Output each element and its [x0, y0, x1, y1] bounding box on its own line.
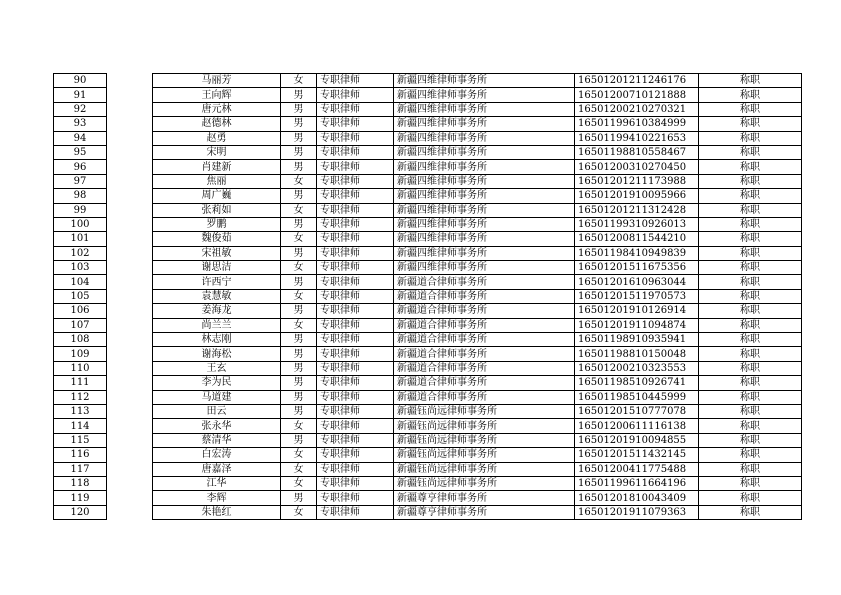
firm-cell: 新疆四维律师事务所 — [394, 174, 575, 188]
table-row — [54, 289, 802, 303]
table-row — [54, 419, 802, 433]
gender-cell: 男 — [281, 390, 317, 404]
name-cell: 尚兰兰 — [153, 318, 281, 332]
name-cell: 林志刚 — [153, 333, 281, 347]
row-number-cell: 95 — [54, 145, 107, 159]
spacer-cell — [107, 117, 153, 131]
license-number-cell: 16501201211173988 — [575, 174, 699, 188]
spacer-cell — [107, 333, 153, 347]
role-cell: 专职律师 — [317, 491, 394, 505]
firm-cell: 新疆钰尚远律师事务所 — [394, 448, 575, 462]
spacer-cell — [107, 304, 153, 318]
row-number-cell: 114 — [54, 419, 107, 433]
firm-cell: 新疆尊亨律师事务所 — [394, 505, 575, 519]
table-row — [54, 74, 802, 88]
role-cell: 专职律师 — [317, 246, 394, 260]
gender-cell: 男 — [281, 131, 317, 145]
spacer-cell — [107, 217, 153, 231]
role-cell: 专职律师 — [317, 217, 394, 231]
spacer-cell — [107, 289, 153, 303]
firm-cell: 新疆四维律师事务所 — [394, 88, 575, 102]
table-row — [54, 304, 802, 318]
row-number-cell: 99 — [54, 203, 107, 217]
table-body — [54, 74, 802, 520]
row-number-cell: 118 — [54, 476, 107, 490]
firm-cell: 新疆道合律师事务所 — [394, 376, 575, 390]
rating-cell: 称职 — [699, 419, 802, 433]
name-cell: 宋明 — [153, 145, 281, 159]
spacer-cell — [107, 476, 153, 490]
table-row — [54, 145, 802, 159]
rating-cell: 称职 — [699, 275, 802, 289]
name-cell: 白宏涛 — [153, 448, 281, 462]
gender-cell: 男 — [281, 361, 317, 375]
rating-cell: 称职 — [699, 304, 802, 318]
rating-cell: 称职 — [699, 318, 802, 332]
license-number-cell: 16501200210323553 — [575, 361, 699, 375]
row-number-cell: 111 — [54, 376, 107, 390]
rating-cell: 称职 — [699, 289, 802, 303]
role-cell: 专职律师 — [317, 131, 394, 145]
name-cell: 唐嘉泽 — [153, 462, 281, 476]
license-number-cell: 16501201211312428 — [575, 203, 699, 217]
role-cell: 专职律师 — [317, 232, 394, 246]
name-cell: 赵勇 — [153, 131, 281, 145]
gender-cell: 女 — [281, 318, 317, 332]
spacer-cell — [107, 462, 153, 476]
row-number-cell: 92 — [54, 102, 107, 116]
table-row — [54, 189, 802, 203]
table-row — [54, 261, 802, 275]
lawyer-assessment-table — [53, 73, 802, 520]
gender-cell: 女 — [281, 203, 317, 217]
spacer-cell — [107, 433, 153, 447]
name-cell: 李辉 — [153, 491, 281, 505]
name-cell: 魏俊茹 — [153, 232, 281, 246]
role-cell: 专职律师 — [317, 88, 394, 102]
rating-cell: 称职 — [699, 117, 802, 131]
license-number-cell: 16501201610963044 — [575, 275, 699, 289]
spacer-cell — [107, 203, 153, 217]
license-number-cell: 16501198810558467 — [575, 145, 699, 159]
license-number-cell: 16501201810043409 — [575, 491, 699, 505]
role-cell: 专职律师 — [317, 390, 394, 404]
row-number-cell: 119 — [54, 491, 107, 505]
license-number-cell: 16501200611116138 — [575, 419, 699, 433]
row-number-cell: 90 — [54, 74, 107, 88]
spacer-cell — [107, 232, 153, 246]
name-cell: 焦丽 — [153, 174, 281, 188]
firm-cell: 新疆道合律师事务所 — [394, 304, 575, 318]
row-number-cell: 120 — [54, 505, 107, 519]
role-cell: 专职律师 — [317, 145, 394, 159]
role-cell: 专职律师 — [317, 174, 394, 188]
row-number-cell: 103 — [54, 261, 107, 275]
row-number-cell: 104 — [54, 275, 107, 289]
rating-cell: 称职 — [699, 476, 802, 490]
row-number-cell: 110 — [54, 361, 107, 375]
role-cell: 专职律师 — [317, 333, 394, 347]
license-number-cell: 16501198510926741 — [575, 376, 699, 390]
name-cell: 罗鹏 — [153, 217, 281, 231]
rating-cell: 称职 — [699, 462, 802, 476]
row-number-cell: 112 — [54, 390, 107, 404]
firm-cell: 新疆四维律师事务所 — [394, 217, 575, 231]
spacer-cell — [107, 505, 153, 519]
name-cell: 肖建新 — [153, 160, 281, 174]
row-number-cell: 91 — [54, 88, 107, 102]
gender-cell: 男 — [281, 376, 317, 390]
license-number-cell: 16501201911094874 — [575, 318, 699, 332]
spacer-cell — [107, 74, 153, 88]
name-cell: 许西宁 — [153, 275, 281, 289]
role-cell: 专职律师 — [317, 160, 394, 174]
table-row — [54, 232, 802, 246]
firm-cell: 新疆四维律师事务所 — [394, 102, 575, 116]
table-row — [54, 217, 802, 231]
table-row — [54, 246, 802, 260]
role-cell: 专职律师 — [317, 189, 394, 203]
row-number-cell: 101 — [54, 232, 107, 246]
spacer-cell — [107, 275, 153, 289]
license-number-cell: 16501198510445999 — [575, 390, 699, 404]
firm-cell: 新疆道合律师事务所 — [394, 289, 575, 303]
row-number-cell: 115 — [54, 433, 107, 447]
row-number-cell: 109 — [54, 347, 107, 361]
license-number-cell: 16501200310270450 — [575, 160, 699, 174]
gender-cell: 男 — [281, 246, 317, 260]
spacer-cell — [107, 347, 153, 361]
gender-cell: 男 — [281, 88, 317, 102]
table-row — [54, 505, 802, 519]
name-cell: 姜海龙 — [153, 304, 281, 318]
spacer-cell — [107, 102, 153, 116]
firm-cell: 新疆道合律师事务所 — [394, 333, 575, 347]
firm-cell: 新疆钰尚远律师事务所 — [394, 404, 575, 418]
name-cell: 谢海松 — [153, 347, 281, 361]
license-number-cell: 16501198410949839 — [575, 246, 699, 260]
firm-cell: 新疆道合律师事务所 — [394, 275, 575, 289]
name-cell: 周广巍 — [153, 189, 281, 203]
license-number-cell: 16501201911079363 — [575, 505, 699, 519]
role-cell: 专职律师 — [317, 476, 394, 490]
license-number-cell: 16501198910935941 — [575, 333, 699, 347]
table-row — [54, 174, 802, 188]
rating-cell: 称职 — [699, 88, 802, 102]
role-cell: 专职律师 — [317, 433, 394, 447]
gender-cell: 女 — [281, 419, 317, 433]
row-number-cell: 108 — [54, 333, 107, 347]
rating-cell: 称职 — [699, 448, 802, 462]
table-row — [54, 433, 802, 447]
name-cell: 朱艳红 — [153, 505, 281, 519]
row-number-cell: 96 — [54, 160, 107, 174]
role-cell: 专职律师 — [317, 448, 394, 462]
rating-cell: 称职 — [699, 131, 802, 145]
name-cell: 蔡清华 — [153, 433, 281, 447]
gender-cell: 男 — [281, 189, 317, 203]
gender-cell: 女 — [281, 74, 317, 88]
role-cell: 专职律师 — [317, 261, 394, 275]
role-cell: 专职律师 — [317, 419, 394, 433]
rating-cell: 称职 — [699, 505, 802, 519]
rating-cell: 称职 — [699, 361, 802, 375]
spacer-cell — [107, 318, 153, 332]
row-number-cell: 113 — [54, 404, 107, 418]
gender-cell: 女 — [281, 289, 317, 303]
role-cell: 专职律师 — [317, 203, 394, 217]
name-cell: 王向辉 — [153, 88, 281, 102]
spacer-cell — [107, 246, 153, 260]
gender-cell: 女 — [281, 174, 317, 188]
table-row — [54, 476, 802, 490]
table-row — [54, 376, 802, 390]
firm-cell: 新疆四维律师事务所 — [394, 74, 575, 88]
role-cell: 专职律师 — [317, 404, 394, 418]
name-cell: 江华 — [153, 476, 281, 490]
spacer-cell — [107, 448, 153, 462]
firm-cell: 新疆四维律师事务所 — [394, 203, 575, 217]
firm-cell: 新疆四维律师事务所 — [394, 189, 575, 203]
row-number-cell: 102 — [54, 246, 107, 260]
rating-cell: 称职 — [699, 404, 802, 418]
spacer-cell — [107, 189, 153, 203]
table-row — [54, 448, 802, 462]
rating-cell: 称职 — [699, 390, 802, 404]
license-number-cell: 16501201910094855 — [575, 433, 699, 447]
rating-cell: 称职 — [699, 333, 802, 347]
role-cell: 专职律师 — [317, 462, 394, 476]
gender-cell: 女 — [281, 505, 317, 519]
row-number-cell: 94 — [54, 131, 107, 145]
license-number-cell: 16501199310926013 — [575, 217, 699, 231]
rating-cell: 称职 — [699, 246, 802, 260]
row-number-cell: 107 — [54, 318, 107, 332]
license-number-cell: 16501198810150048 — [575, 347, 699, 361]
firm-cell: 新疆道合律师事务所 — [394, 347, 575, 361]
table-row — [54, 347, 802, 361]
rating-cell: 称职 — [699, 145, 802, 159]
role-cell: 专职律师 — [317, 74, 394, 88]
row-number-cell: 117 — [54, 462, 107, 476]
gender-cell: 男 — [281, 304, 317, 318]
table-row — [54, 102, 802, 116]
license-number-cell: 16501200710121888 — [575, 88, 699, 102]
rating-cell: 称职 — [699, 189, 802, 203]
firm-cell: 新疆四维律师事务所 — [394, 232, 575, 246]
spacer-cell — [107, 376, 153, 390]
license-number-cell: 16501199410221653 — [575, 131, 699, 145]
spacer-cell — [107, 88, 153, 102]
firm-cell: 新疆四维律师事务所 — [394, 145, 575, 159]
rating-cell: 称职 — [699, 102, 802, 116]
rating-cell: 称职 — [699, 433, 802, 447]
rating-cell: 称职 — [699, 232, 802, 246]
name-cell: 张莉如 — [153, 203, 281, 217]
table-row — [54, 333, 802, 347]
license-number-cell: 16501201511432145 — [575, 448, 699, 462]
table-row — [54, 131, 802, 145]
license-number-cell: 16501201211246176 — [575, 74, 699, 88]
row-number-cell: 93 — [54, 117, 107, 131]
role-cell: 专职律师 — [317, 117, 394, 131]
table-row — [54, 203, 802, 217]
role-cell: 专职律师 — [317, 102, 394, 116]
license-number-cell: 16501201910126914 — [575, 304, 699, 318]
table-row — [54, 361, 802, 375]
row-number-cell: 106 — [54, 304, 107, 318]
spacer-cell — [107, 419, 153, 433]
role-cell: 专职律师 — [317, 318, 394, 332]
gender-cell: 女 — [281, 261, 317, 275]
spacer-cell — [107, 261, 153, 275]
gender-cell: 男 — [281, 217, 317, 231]
rating-cell: 称职 — [699, 203, 802, 217]
license-number-cell: 16501199610384999 — [575, 117, 699, 131]
firm-cell: 新疆钰尚远律师事务所 — [394, 419, 575, 433]
table-row — [54, 491, 802, 505]
rating-cell: 称职 — [699, 261, 802, 275]
license-number-cell: 16501201511675356 — [575, 261, 699, 275]
license-number-cell: 16501201511970573 — [575, 289, 699, 303]
gender-cell: 男 — [281, 102, 317, 116]
gender-cell: 女 — [281, 476, 317, 490]
name-cell: 唐元林 — [153, 102, 281, 116]
role-cell: 专职律师 — [317, 505, 394, 519]
rating-cell: 称职 — [699, 347, 802, 361]
name-cell: 张永华 — [153, 419, 281, 433]
license-number-cell: 16501199611664196 — [575, 476, 699, 490]
firm-cell: 新疆四维律师事务所 — [394, 246, 575, 260]
name-cell: 袁慧敏 — [153, 289, 281, 303]
license-number-cell: 16501201510777078 — [575, 404, 699, 418]
role-cell: 专职律师 — [317, 289, 394, 303]
role-cell: 专职律师 — [317, 275, 394, 289]
spacer-cell — [107, 361, 153, 375]
table-row — [54, 404, 802, 418]
role-cell: 专职律师 — [317, 304, 394, 318]
firm-cell: 新疆四维律师事务所 — [394, 117, 575, 131]
license-number-cell: 16501201910095966 — [575, 189, 699, 203]
spacer-cell — [107, 174, 153, 188]
role-cell: 专职律师 — [317, 347, 394, 361]
name-cell: 王玄 — [153, 361, 281, 375]
table-row — [54, 160, 802, 174]
row-number-cell: 100 — [54, 217, 107, 231]
spacer-cell — [107, 131, 153, 145]
table-row — [54, 88, 802, 102]
license-number-cell: 16501200210270321 — [575, 102, 699, 116]
role-cell: 专职律师 — [317, 361, 394, 375]
gender-cell: 男 — [281, 160, 317, 174]
firm-cell: 新疆四维律师事务所 — [394, 131, 575, 145]
rating-cell: 称职 — [699, 376, 802, 390]
name-cell: 田云 — [153, 404, 281, 418]
gender-cell: 男 — [281, 433, 317, 447]
gender-cell: 男 — [281, 333, 317, 347]
gender-cell: 男 — [281, 145, 317, 159]
name-cell: 赵德林 — [153, 117, 281, 131]
license-number-cell: 16501200811544210 — [575, 232, 699, 246]
gender-cell: 男 — [281, 404, 317, 418]
rating-cell: 称职 — [699, 491, 802, 505]
spacer-cell — [107, 145, 153, 159]
name-cell: 谢思洁 — [153, 261, 281, 275]
name-cell: 李为民 — [153, 376, 281, 390]
spacer-cell — [107, 491, 153, 505]
firm-cell: 新疆道合律师事务所 — [394, 318, 575, 332]
gender-cell: 男 — [281, 275, 317, 289]
spacer-cell — [107, 390, 153, 404]
rating-cell: 称职 — [699, 174, 802, 188]
firm-cell: 新疆四维律师事务所 — [394, 261, 575, 275]
table-row — [54, 462, 802, 476]
firm-cell: 新疆道合律师事务所 — [394, 361, 575, 375]
rating-cell: 称职 — [699, 74, 802, 88]
name-cell: 马道建 — [153, 390, 281, 404]
role-cell: 专职律师 — [317, 376, 394, 390]
spacer-cell — [107, 404, 153, 418]
rating-cell: 称职 — [699, 160, 802, 174]
firm-cell: 新疆钰尚远律师事务所 — [394, 462, 575, 476]
firm-cell: 新疆钰尚远律师事务所 — [394, 476, 575, 490]
firm-cell: 新疆四维律师事务所 — [394, 160, 575, 174]
name-cell: 宋祖敏 — [153, 246, 281, 260]
gender-cell: 男 — [281, 347, 317, 361]
firm-cell: 新疆钰尚远律师事务所 — [394, 433, 575, 447]
spacer-cell — [107, 160, 153, 174]
table-row — [54, 318, 802, 332]
gender-cell: 女 — [281, 232, 317, 246]
rating-cell: 称职 — [699, 217, 802, 231]
gender-cell: 女 — [281, 448, 317, 462]
gender-cell: 女 — [281, 462, 317, 476]
row-number-cell: 105 — [54, 289, 107, 303]
table-row — [54, 390, 802, 404]
table-row — [54, 275, 802, 289]
name-cell: 马丽芳 — [153, 74, 281, 88]
table-row — [54, 117, 802, 131]
firm-cell: 新疆尊亨律师事务所 — [394, 491, 575, 505]
row-number-cell: 97 — [54, 174, 107, 188]
row-number-cell: 98 — [54, 189, 107, 203]
gender-cell: 男 — [281, 491, 317, 505]
row-number-cell: 116 — [54, 448, 107, 462]
gender-cell: 男 — [281, 117, 317, 131]
firm-cell: 新疆道合律师事务所 — [394, 390, 575, 404]
license-number-cell: 16501200411775488 — [575, 462, 699, 476]
